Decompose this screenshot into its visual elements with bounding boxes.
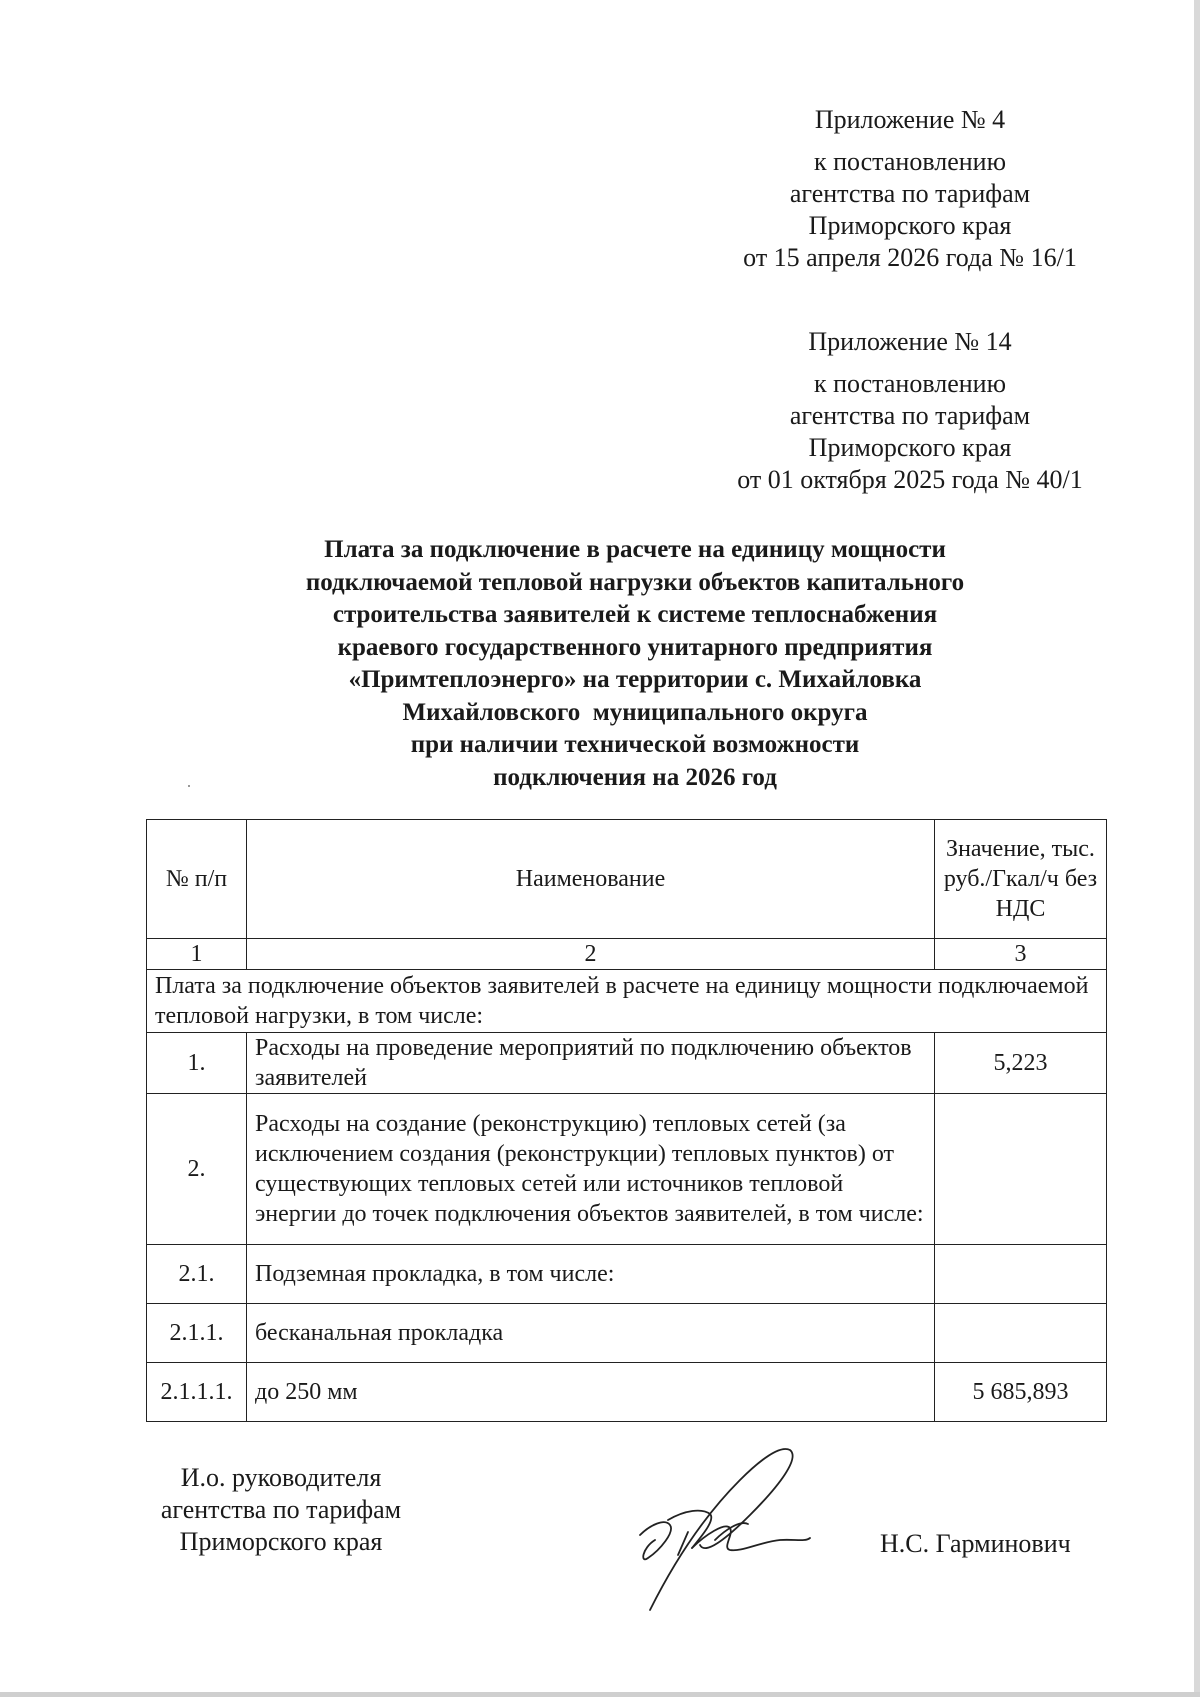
appendix-current-line4: от 15 апреля 2026 года № 16/1	[743, 243, 1077, 272]
column-number: 1	[147, 939, 247, 970]
row-num: 1.	[147, 1033, 247, 1094]
title-line: при наличии технической возможности	[410, 731, 860, 758]
row-num: 2.	[147, 1094, 247, 1245]
row-value: 5,223	[935, 1033, 1107, 1094]
row-name: бесканальная прокладка	[247, 1304, 935, 1363]
handwritten-signature	[630, 1440, 850, 1620]
row-name: Подземная прокладка, в том числе:	[247, 1245, 935, 1304]
appendix-original-line1: к постановлению	[813, 369, 1007, 398]
column-number: 3	[935, 939, 1107, 970]
appendix-current-number: Приложение № 4	[814, 105, 1006, 134]
title-line: Плата за подключение в расчете на единицу мощности	[324, 536, 946, 563]
signatory-position	[146, 1462, 416, 1558]
title-line: «Примтеплоэнерго» на территории с. Михайловка	[348, 666, 922, 693]
appendix-current-line2: агентства по тарифам	[789, 179, 1031, 208]
table-row	[147, 1245, 1107, 1304]
header-value: Значение, тыс. руб./Гкал/ч без НДС	[935, 820, 1107, 939]
table-row	[147, 1363, 1107, 1422]
header-name: Наименование	[247, 820, 935, 939]
appendix-current-line1: к постановлению	[813, 147, 1007, 176]
row-num: 2.1.1.	[147, 1304, 247, 1363]
appendix-original	[720, 326, 1100, 496]
title-line: краевого государственного унитарного предприятия	[337, 633, 933, 661]
header-num: № п/п	[147, 820, 247, 939]
row-name: Расходы на создание (реконструкцию) тепловых сетей (за исключением создания (реконструкции) тепловых пунктов) от существующих тепловых сетей или источников тепловой энергии до точек подключения объектов заявителей, в том числе:	[247, 1094, 935, 1245]
table-row	[147, 1304, 1107, 1363]
signatory-position-line3: Приморского края	[179, 1527, 383, 1556]
row-value	[935, 1304, 1107, 1363]
appendix-original-number: Приложение № 14	[808, 327, 1012, 356]
table-header-row	[147, 820, 1107, 939]
group-row	[147, 970, 1107, 1033]
row-value	[935, 1094, 1107, 1245]
row-num: 2.1.	[147, 1245, 247, 1304]
page-edge-right	[1194, 0, 1200, 1697]
row-name: до 250 мм	[247, 1363, 935, 1422]
appendix-current-line3: Приморского края	[808, 211, 1012, 240]
title-line: строительства заявителей к системе теплоснабжения	[332, 601, 938, 628]
row-name: Расходы на проведение мероприятий по подключению объектов заявителей	[247, 1033, 935, 1094]
tariff-table	[146, 819, 1107, 1422]
group-row-text: Плата за подключение объектов заявителей в расчете на единицу мощности подключаемой тепловой нагрузки, в том числе:	[147, 970, 1107, 1033]
signatory-position-line2: агентства по тарифам	[160, 1495, 402, 1524]
appendix-original-line2: агентства по тарифам	[789, 401, 1031, 430]
title-line: подключаемой тепловой нагрузки объектов капитального	[305, 568, 965, 596]
page-edge-bottom	[0, 1692, 1200, 1697]
row-value: 5 685,893	[935, 1363, 1107, 1422]
table-row	[147, 1033, 1107, 1094]
signer-name: Н.С. Гарминович	[880, 1529, 1071, 1558]
column-number: 2	[247, 939, 935, 970]
signatory-position-line1: И.о. руководителя	[180, 1463, 382, 1492]
row-value	[935, 1245, 1107, 1304]
column-numbers-row	[147, 939, 1107, 970]
document-title	[170, 534, 1100, 794]
row-num: 2.1.1.1.	[147, 1363, 247, 1422]
appendix-original-line4: от 01 октября 2025 года № 40/1	[737, 465, 1083, 494]
title-line: Михайловского муниципального округа	[402, 698, 868, 726]
table-row	[147, 1094, 1107, 1245]
appendix-current	[720, 104, 1100, 274]
appendix-original-line3: Приморского края	[808, 433, 1012, 462]
title-line: подключения на 2026 год	[493, 763, 777, 791]
